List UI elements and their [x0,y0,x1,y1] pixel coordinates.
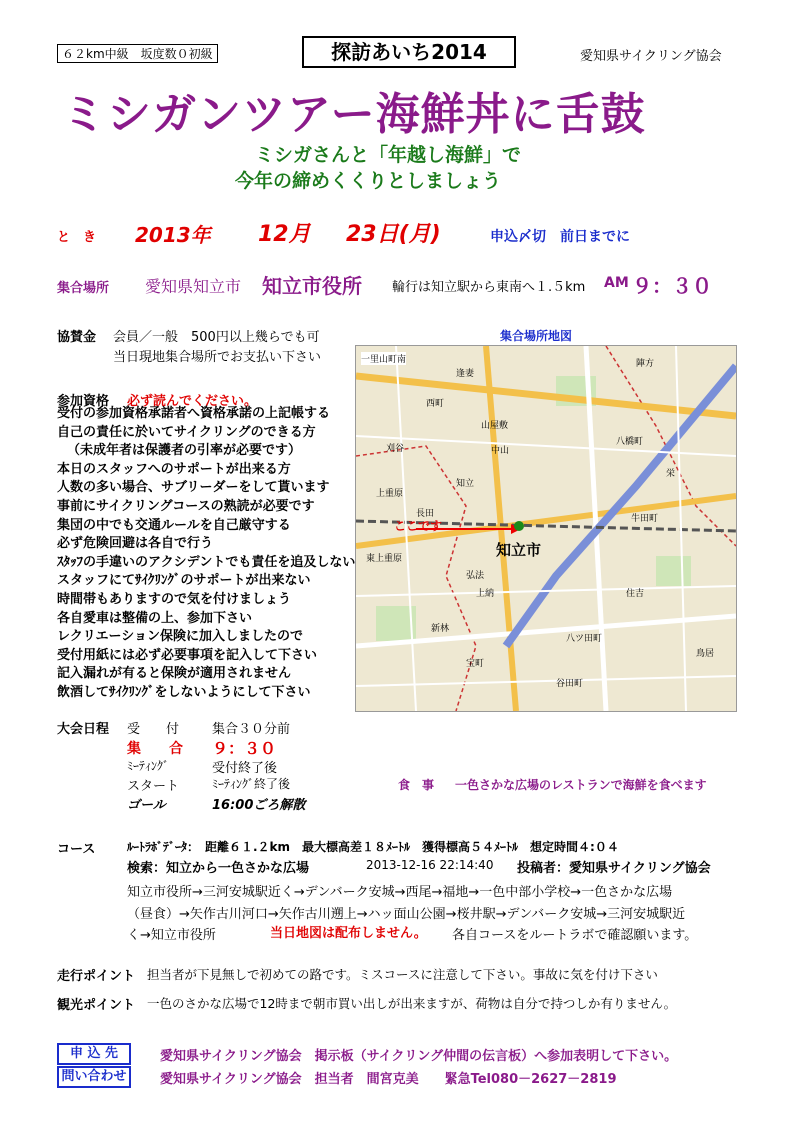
eligibility-line: 記入漏れが有ると保険が適用されません [57,666,292,682]
when-month: 12月 [258,222,311,247]
course-datetime: 2013-12-16 22:14:40 [366,858,494,872]
run-point-label: 走行ポイント [57,969,136,984]
page-title: ミシガンツアー海鮮丼に舌鼓 [62,89,646,140]
schedule-value: ﾐｰﾃｨﾝｸﾞ終了後 [212,777,291,791]
map-town: 鳥居 [696,649,715,659]
course-poster: 投稿者：愛知県サイクリング協会 [517,861,711,876]
map-town: 刈谷 [386,444,405,454]
map-town: 栄 [666,469,676,479]
subtitle-1: ミシガさんと「年越し海鮮」で [255,144,522,166]
eligibility-line: 受付の参加資格承諾者へ資格承諾の上記帳する [57,406,331,421]
contact-label: 問い合わせ [57,1066,131,1088]
when-year: 2013年 [135,223,211,247]
map-caption: 集合場所地図 [500,329,573,343]
map-town: 山屋敷 [481,421,509,431]
map-town: 陣方 [636,359,655,369]
location-marker [514,521,524,531]
course-route: 各自コースをルートラボで確認願います。 [452,928,698,943]
map-town: 中山 [491,446,510,456]
apply-label: 申 込 先 [57,1043,131,1065]
eligibility-line: 各自愛車は整備の上、参加下さい [57,610,253,626]
map-town: 逢妻 [456,369,475,379]
meeting-time: ９：３０ [632,274,712,298]
course-search: 検索：知立から一色さかな広場 [127,861,310,876]
course-label: コース [57,842,96,857]
no-map-notice: 当日地図は配布しません。 [270,926,427,941]
map-town: 新林 [431,624,450,634]
sight-point-label: 観光ポイント [57,998,136,1013]
course-route: く→知立市役所 [127,928,216,943]
eligibility-line: 必ず危険回避は各自で行う [57,536,214,552]
subtitle-2: 今年の締めくくりとしましょう [235,170,502,192]
schedule-key: 集 合 [127,741,183,757]
eligibility-line: スタッフにてｻｲｸﾘﾝｸﾞのサポートが出来ない [57,573,311,589]
series-title: 探訪あいち2014 [302,36,516,68]
eligibility-line: ｽﾀｯﾌの手違いのアクシデントでも責任を追及しない [57,554,356,570]
city-label: 知立市 [496,541,542,559]
sight-point-text: 一色のさかな広場で12時まで朝市買い出しが出来ますが、荷物は自分で持つしか有りません。 [147,996,677,1011]
eligibility-label: 参加資格 [57,394,110,409]
eligibility-line: 本日のスタッフへのサポートが出来る方 [57,461,291,477]
map-town: 住吉 [626,589,645,599]
course-stats: ﾙｰﾄﾗﾎﾞﾃﾞｰﾀ： 距離６１.２km 最大標高差１８ﾒｰﾄﾙ 獲得標高５４ﾒｰﾄﾙ 想定時間４:０４ [127,840,619,854]
eligibility-line: 自己の責任に於いてサイクリングのできる方 [57,424,316,440]
meeting-area: 愛知県知立市 [145,277,242,296]
eligibility-line: 事前にサイクリングコースの熟読が必要です [57,498,315,514]
apply-text: 愛知県サイクリング協会 掲示板（サイクリング仲間の伝言板）へ参加表明して下さい。 [160,1049,678,1064]
schedule-label: 大会日程 [57,722,110,737]
schedule-key: スタート [127,779,180,794]
meeting-note: 輪行は知立駅から東南へ１.５km [392,280,586,295]
map-town: 一里山町南 [361,352,406,365]
map-town: 八ツ田町 [566,634,603,644]
map-town: 宝町 [466,659,485,669]
organizer: 愛知県サイクリング協会 [580,49,722,64]
meeting-place: 知立市役所 [262,274,362,298]
schedule-value: 16:00ごろ解散 [212,798,306,813]
eligibility-line: 時間帯もありますので気を付けましょう [57,591,292,607]
eligibility-list [57,405,355,703]
fee-line1: 会員／一般 500円以上幾らでも可 [113,330,320,345]
meal-text: 一色さかな広場のレストランで海鮮を食べます [455,778,707,792]
run-point-text: 担当者が下見無しで初めての路です。ミスコースに注意して下さい。事故に気を付け下さい [147,967,658,982]
eligibility-line: 人数の多い場合、サブリーダーをして貰います [57,480,330,496]
here-label: ここです [394,519,443,533]
when-label: と き [57,230,97,245]
meal-label: 食 事 [398,778,435,792]
eligibility-line: （未成年者は保護者の引率が必要です） [67,443,302,459]
contact-text: 愛知県サイクリング協会 担当者 間宮克美 緊急Tel080－2627－2819 [160,1072,617,1087]
schedule-value: 受付終了後 [212,761,278,776]
meeting-map [355,345,737,712]
map-town: 長田 [416,509,435,519]
schedule-key: ゴール [127,798,166,813]
eligibility-line: レクリエーション保険に加入しましたので [57,629,303,645]
deadline: 申込〆切 前日までに [490,229,630,245]
schedule-value: ９：３０ [212,739,277,758]
map-town: 谷田町 [556,679,584,689]
schedule-key: ﾐｰﾃｨﾝｸﾞ [127,759,170,773]
fee-label: 協賛金 [57,330,97,345]
course-route: 知立市役所→三河安城駅近く→デンバーク安城→西尾→福地→一色中部小学校→一色さかな広場 [127,885,673,900]
course-route: （昼食）→矢作古川河口→矢作古川遡上→ハッ面山公園→桜井駅→デンバーク安城→三河安城駅近 [127,907,686,922]
eligibility-line: 集団の中でも交通ルールを自己厳守する [57,517,291,533]
grade-box: ６２km中級 坂度数０初級 [57,44,218,63]
map-town: 上納 [476,589,495,599]
fee-line2: 当日現地集合場所でお支払い下さい [113,350,322,365]
when-day: 23日(月) [346,222,441,247]
eligibility-line: 飲酒してｻｲｸﾘﾝｸﾞをしないようにして下さい [57,684,311,700]
map-town: 西町 [426,399,445,409]
schedule-value: 集合３０分前 [212,722,291,737]
map-town: 八橋町 [616,437,644,447]
map-town: 上重原 [376,489,404,499]
map-town: 弘法 [466,571,485,581]
meeting-ampm: AM [604,275,629,291]
schedule-key: 受 付 [127,722,180,737]
must-read: 必ず読んでください。 [127,394,258,409]
meeting-label: 集合場所 [57,281,110,296]
map-town: 牛田町 [631,514,659,524]
map-town: 東上重原 [366,554,403,564]
map-town: 知立 [456,479,475,489]
eligibility-line: 受付用紙には必ず必要事項を記入して下さい [57,647,318,663]
